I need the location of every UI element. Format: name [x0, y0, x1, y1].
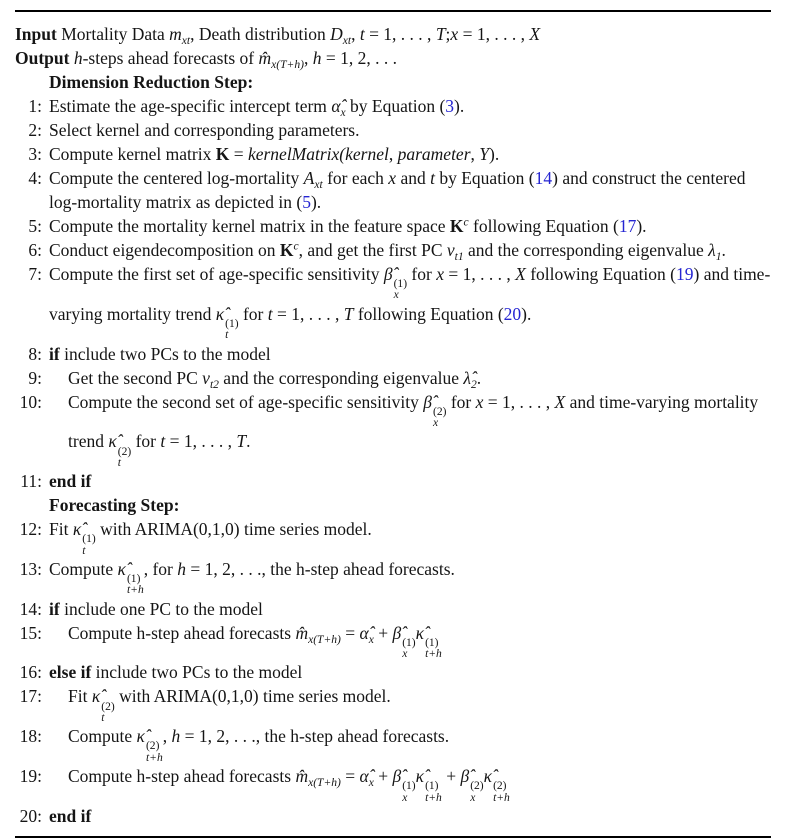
equation-ref-link[interactable]: 14 [534, 168, 553, 188]
math-base: β̂ [383, 264, 393, 284]
line-number: 7: [28, 264, 42, 284]
line-number: 4: [28, 168, 42, 188]
line-content [49, 390, 771, 470]
line-content [49, 238, 771, 262]
text-run: following Equation ( [468, 216, 619, 236]
math-base: κ̂ [72, 519, 82, 540]
math-base: K [279, 240, 294, 260]
text-run: Compute the centered log-mortality [49, 168, 304, 188]
text-run: ) and time-varying mortality trend [49, 264, 771, 324]
io-line [15, 22, 771, 46]
text-run: ). [454, 96, 465, 116]
math-base: κ̂ [415, 622, 425, 643]
math-base: A [303, 168, 315, 188]
line-number: 15: [19, 622, 42, 643]
superscript: (1) [393, 278, 408, 291]
text-run: ) and construct the centered log-mortality matrix as depicted in ( [49, 168, 746, 212]
equation-ref-link[interactable]: 3 [445, 96, 455, 116]
algorithm-line [15, 621, 771, 661]
text-run: Estimate the age-specific intercept term [49, 96, 332, 116]
text-run: Compute the mortality kernel matrix in the feature space [49, 216, 450, 236]
line-content [49, 660, 771, 684]
line-number: 6: [28, 240, 42, 260]
math-base: v [446, 240, 455, 260]
text-run: Compute the second set of age-specific sensitivity [68, 391, 424, 412]
text-run: and the corresponding eigenvalue [218, 367, 464, 388]
line-content [49, 469, 771, 493]
line-content [15, 22, 771, 46]
line-content [49, 621, 771, 661]
text-run: and time-varying mortality trend [68, 391, 759, 452]
text-run: + [373, 766, 393, 787]
subscript: t+h [145, 751, 163, 764]
text-run: x [450, 24, 459, 44]
math-base: m [169, 24, 182, 44]
text-run: = 1, . . . , [483, 391, 555, 412]
line-content [49, 366, 771, 390]
text-run: end if [49, 805, 92, 826]
script-stack [146, 741, 163, 764]
text-run: Compute [68, 726, 137, 747]
script-stack [118, 447, 131, 470]
line-number: 11: [20, 471, 42, 492]
text-run: Fit [68, 686, 92, 707]
line-content [49, 684, 771, 724]
equation-ref-link[interactable]: 20 [503, 303, 522, 324]
text-run: Forecasting Step: [49, 495, 180, 516]
math-symbol [415, 622, 442, 661]
line-content [49, 517, 771, 557]
subscript: t+h [493, 791, 510, 804]
script-stack [101, 702, 114, 725]
text-run: Y [479, 144, 489, 164]
text-run: Dimension Reduction Step: [49, 72, 254, 92]
algorithm-line [15, 764, 771, 804]
step-header [15, 70, 771, 94]
text-run: and [396, 168, 431, 188]
math-symbol [108, 431, 132, 469]
text-run: for each [322, 168, 389, 188]
subscript: t [82, 544, 86, 557]
text-run: with ARIMA(0,1,0) time series model. [114, 686, 391, 707]
math-base: α̂ [331, 96, 341, 116]
text-run: Get the second PC [68, 367, 203, 388]
math-symbol [295, 622, 341, 646]
line-content [49, 94, 771, 118]
io-line [15, 46, 771, 70]
subscript: xt [314, 179, 323, 192]
text-run: if [49, 598, 60, 619]
text-run: ). [636, 216, 647, 236]
top-rule [15, 10, 771, 12]
text-run: kernelMatrix(kernel [247, 144, 389, 164]
superscript: (2) [117, 445, 132, 458]
superscript: (1) [225, 317, 239, 330]
math-symbol [450, 216, 469, 236]
text-run: = 1, . . . , [364, 24, 436, 44]
text-run: for [407, 264, 437, 284]
line-number [15, 70, 42, 94]
text-run: , [162, 726, 172, 747]
text-run: t [359, 24, 365, 44]
line-content [49, 118, 771, 142]
subscript: 2 [470, 378, 477, 391]
algorithm-line [15, 597, 771, 621]
subscript: x(T+h) [271, 59, 304, 72]
text-run: following Equation ( [353, 303, 504, 324]
text-run: h [171, 726, 181, 747]
text-run: . [476, 367, 482, 388]
math-base: κ̂ [117, 558, 126, 579]
text-run: K [215, 144, 230, 164]
math-symbol [169, 24, 191, 48]
line-content [49, 724, 771, 764]
math-symbol [91, 686, 115, 724]
line-number: 13: [19, 558, 42, 579]
text-run: -steps ahead forecasts of [82, 48, 259, 68]
script-stack [433, 407, 446, 430]
subscript: x(T+h) [308, 633, 341, 646]
line-content [49, 342, 771, 366]
math-symbol [423, 391, 447, 430]
math-symbol [117, 558, 144, 597]
subscript: t [117, 456, 121, 469]
subscript: t [101, 711, 105, 724]
math-base: α̂ [359, 766, 369, 787]
algorithm-line [15, 166, 771, 214]
subscript: x [470, 791, 476, 804]
line-content [49, 166, 771, 214]
math-symbol [280, 240, 299, 260]
math-symbol [72, 519, 96, 557]
superscript: c [463, 216, 469, 229]
script-stack [493, 781, 510, 804]
line-number: 20: [19, 805, 42, 826]
text-run: ). [310, 192, 322, 212]
text-run: = 1, 2, . . . [321, 48, 397, 68]
math-symbol [215, 303, 239, 342]
algorithm-line [15, 342, 771, 366]
superscript: (1) [402, 780, 416, 793]
algorithm-line [15, 214, 771, 238]
text-run: Fit [49, 519, 73, 540]
text-run: Compute [49, 558, 118, 579]
subscript: t1 [454, 251, 464, 264]
text-run: Conduct eigendecomposition on [49, 240, 280, 260]
text-run: = 1, 2, . . ., the h-step ahead forecasts. [186, 558, 455, 579]
text-run: include two PCs to the model [59, 343, 271, 364]
equation-ref-link[interactable]: 19 [676, 264, 694, 284]
text-run: if [49, 343, 60, 364]
script-stack [225, 319, 238, 342]
math-base: D [330, 24, 343, 44]
line-number [15, 493, 42, 517]
text-run: include one PC to the model [59, 598, 263, 619]
script-stack [470, 781, 483, 804]
math-symbol [383, 264, 408, 302]
math-symbol [460, 766, 484, 804]
line-content [49, 262, 771, 342]
superscript: (2) [101, 700, 115, 713]
text-run: ; [445, 24, 451, 44]
subscript: x [368, 777, 374, 790]
text-run: t [160, 431, 166, 452]
line-number: 19: [19, 766, 42, 787]
algorithm-line [15, 94, 771, 118]
text-run: . [246, 431, 251, 452]
text-run: = 1, . . . , [165, 431, 237, 452]
text-run: , [303, 48, 313, 68]
math-symbol [303, 168, 323, 192]
math-base: β̂ [392, 622, 402, 643]
math-symbol [136, 726, 163, 764]
text-run: by Equation ( [345, 96, 446, 116]
subscript: 1 [715, 251, 722, 264]
text-run: parameter [397, 144, 471, 164]
text-run: for [131, 431, 161, 452]
algorithm-line [15, 517, 771, 557]
line-number: 16: [19, 662, 42, 683]
text-run: = 1, . . . , [272, 303, 344, 324]
algorithm-line [15, 238, 771, 262]
text-run: for [238, 303, 268, 324]
text-run: Compute the first set of age-specific sensitivity [49, 264, 384, 284]
line-number: 8: [28, 343, 42, 364]
text-run: Input [15, 24, 62, 44]
math-symbol [331, 96, 346, 120]
math-base: κ̂ [215, 303, 225, 324]
step-header [15, 493, 771, 517]
text-run: = [340, 766, 360, 787]
text-run: by Equation ( [434, 168, 535, 188]
math-base: m̂ [258, 48, 272, 68]
script-stack [127, 574, 144, 597]
math-base: κ̂ [136, 726, 145, 747]
algorithm-line [15, 262, 771, 342]
algorithm-line [15, 557, 771, 597]
text-run: , for [143, 558, 178, 579]
text-run: = 1, . . . , [458, 24, 530, 44]
algorithm-line [15, 684, 771, 724]
text-run: t [430, 168, 435, 188]
superscript: (2) [493, 780, 507, 793]
text-run: Compute h-step ahead forecasts [68, 766, 296, 787]
subscript: t+h [425, 791, 442, 804]
text-run: Output [15, 48, 74, 68]
math-symbol [359, 766, 374, 790]
text-run: = [229, 144, 248, 164]
script-stack [82, 534, 95, 557]
math-base: m̂ [295, 622, 309, 643]
algorithm-line [15, 804, 771, 828]
text-run: and the corresponding eigenvalue [463, 240, 709, 260]
text-run: T [236, 431, 247, 452]
text-run: T [343, 303, 354, 324]
math-base: v [202, 367, 210, 388]
superscript: (1) [425, 636, 439, 649]
subscript: x [402, 791, 408, 804]
math-symbol [392, 622, 416, 661]
script-stack [402, 638, 415, 661]
math-symbol [392, 766, 416, 804]
superscript: (1) [425, 780, 439, 793]
superscript: (2) [470, 780, 484, 793]
math-base: κ̂ [108, 431, 117, 452]
text-run: , [470, 144, 480, 164]
text-run: ). [521, 303, 532, 324]
text-run: . [721, 240, 726, 260]
subscript: t+h [126, 584, 144, 597]
superscript: (1) [402, 636, 416, 649]
math-symbol [359, 622, 374, 646]
text-run: + [373, 622, 393, 643]
math-symbol [258, 48, 304, 72]
algorithm-line [15, 142, 771, 166]
superscript: (1) [82, 533, 96, 546]
algorithm-body [15, 22, 771, 828]
line-number: 17: [19, 686, 42, 707]
line-number: 18: [19, 726, 42, 747]
superscript: (1) [126, 573, 141, 586]
subscript: x [402, 648, 408, 661]
text-run: Mortality Data [61, 24, 170, 44]
math-base: K [449, 216, 464, 236]
math-base: β̂ [460, 766, 470, 787]
math-symbol [295, 766, 341, 790]
text-run: x [475, 391, 484, 412]
script-stack [425, 638, 442, 661]
math-base: β̂ [423, 391, 432, 412]
subscript: t [225, 329, 229, 342]
algorithm-line [15, 390, 771, 470]
text-run: include two PCs to the model [91, 662, 303, 683]
math-base: m̂ [295, 766, 309, 787]
line-number: 9: [28, 367, 42, 388]
text-run: t [267, 303, 273, 324]
math-symbol [708, 240, 722, 264]
text-run: , [351, 24, 360, 44]
text-run: , [388, 144, 398, 164]
text-run: Compute kernel matrix [49, 144, 216, 164]
equation-ref-link[interactable]: 17 [618, 216, 637, 236]
text-run: h [177, 558, 187, 579]
text-run: , Death distribution [190, 24, 331, 44]
math-base: β̂ [392, 766, 402, 787]
subscript: x [340, 107, 346, 120]
script-stack [425, 781, 442, 804]
math-base: λ̂ [463, 367, 471, 388]
script-stack [402, 781, 415, 804]
text-run: + [441, 766, 461, 787]
subscript: xt [342, 35, 352, 48]
text-run: with ARIMA(0,1,0) time series model. [95, 519, 372, 540]
equation-ref-link[interactable]: 5 [302, 192, 311, 212]
subscript: t+h [425, 648, 442, 661]
line-content [49, 557, 771, 597]
line-number: 14: [19, 598, 42, 619]
math-symbol [415, 766, 442, 804]
line-content [49, 70, 771, 94]
text-run: end if [49, 471, 92, 492]
subscript: x [432, 417, 439, 430]
superscript: (2) [432, 405, 447, 418]
math-symbol [463, 367, 477, 391]
text-run: X [515, 264, 526, 284]
math-symbol [330, 24, 352, 48]
text-run: h [312, 48, 322, 68]
line-number: 10: [19, 391, 42, 412]
script-stack [394, 279, 407, 302]
line-number: 3: [28, 144, 42, 164]
text-run: following Equation ( [525, 264, 676, 284]
line-content [49, 597, 771, 621]
line-content [49, 804, 771, 828]
text-run: = 1, . . . , [443, 264, 516, 284]
line-number: 5: [28, 216, 42, 236]
text-run: Compute h-step ahead forecasts [68, 622, 296, 643]
text-run: h [73, 48, 83, 68]
math-symbol [483, 766, 510, 804]
line-content [49, 493, 771, 517]
text-run: T [435, 24, 446, 44]
subscript: x(T+h) [308, 777, 341, 790]
text-run: x [436, 264, 444, 284]
math-symbol [202, 367, 219, 391]
superscript: (2) [145, 740, 160, 753]
math-base: κ̂ [415, 766, 425, 787]
superscript: c [293, 240, 299, 253]
line-content [49, 142, 771, 166]
text-run: else if [49, 662, 92, 683]
algorithm-line [15, 724, 771, 764]
math-base: κ̂ [483, 766, 493, 787]
text-run: for [446, 391, 476, 412]
text-run: X [529, 24, 541, 44]
subscript: x [393, 289, 399, 302]
line-number: 2: [28, 120, 42, 140]
text-run: ). [489, 144, 500, 164]
text-run: X [554, 391, 566, 412]
text-run: , and get the first PC [298, 240, 447, 260]
algorithm-line [15, 660, 771, 684]
line-number: 1: [28, 96, 42, 116]
math-base: κ̂ [91, 686, 101, 707]
subscript: x [368, 633, 374, 646]
text-run: = 1, 2, . . ., the h-step ahead forecasts. [180, 726, 450, 747]
line-content [49, 764, 771, 804]
line-content [49, 214, 771, 238]
algorithm-line [15, 366, 771, 390]
text-run: Select kernel and corresponding parameters. [49, 120, 360, 140]
text-run: = [340, 622, 360, 643]
math-base: α̂ [359, 622, 369, 643]
math-base: λ [708, 240, 716, 260]
subscript: xt [181, 35, 191, 48]
algorithm-line [15, 469, 771, 493]
line-number: 12: [19, 519, 42, 540]
subscript: t2 [209, 378, 219, 391]
text-run: x [388, 168, 397, 188]
algorithm-line [15, 118, 771, 142]
line-content [15, 46, 771, 70]
math-symbol [446, 240, 464, 264]
